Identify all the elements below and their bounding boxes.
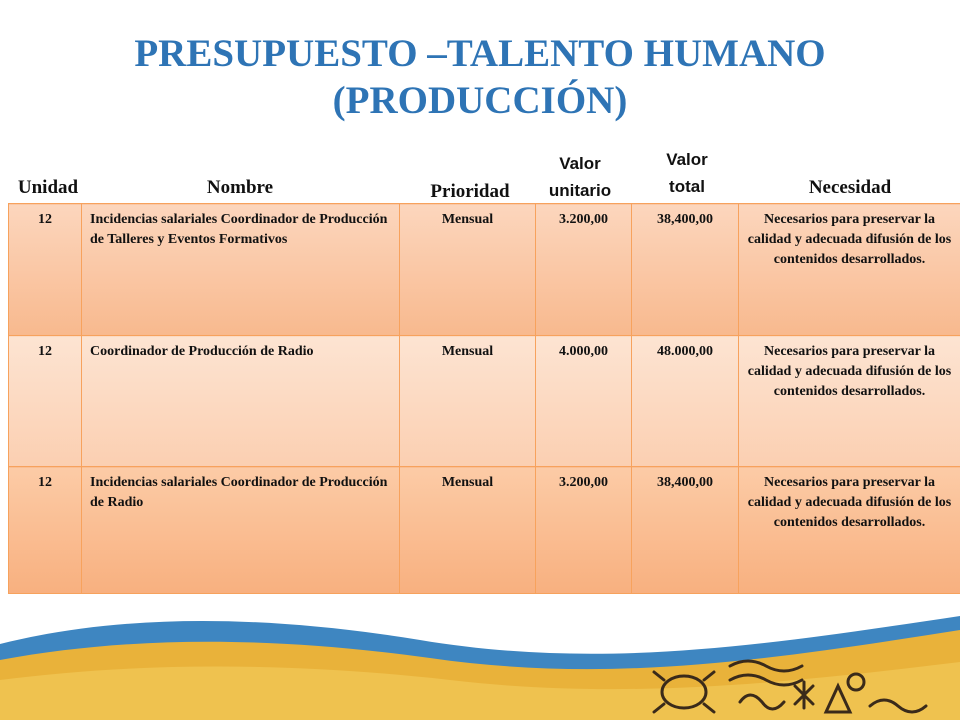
cell-valor-total: 38,400,00 <box>632 204 739 336</box>
cell-unidad: 12 <box>9 467 82 594</box>
header-valor-unitario-line1: Valor <box>559 154 601 173</box>
cell-prioridad: Mensual <box>400 467 536 594</box>
cell-valor-unitario: 4.000,00 <box>536 336 632 467</box>
table-row <box>9 204 960 336</box>
header-nombre: Nombre <box>206 177 274 198</box>
header-valor-total-line1: Valor <box>666 150 708 169</box>
table-row <box>9 467 960 594</box>
cell-unidad: 12 <box>9 336 82 467</box>
header-valor-total <box>637 146 737 200</box>
title-line-2: (PRODUCCIÓN) <box>332 79 628 122</box>
header-valor-total-line2: total <box>669 177 705 196</box>
header-prioridad: Prioridad <box>430 181 510 202</box>
cell-nombre: Incidencias salariales Coordinador de Producción de Radio <box>82 467 400 594</box>
title-line-1: PRESUPUESTO –TALENTO HUMANO <box>134 32 826 75</box>
header-valor-unitario-line2: unitario <box>548 181 612 200</box>
cell-prioridad: Mensual <box>400 336 536 467</box>
cell-valor-unitario: 3.200,00 <box>536 204 632 336</box>
cell-prioridad: Mensual <box>400 204 536 336</box>
cell-necesidad: Necesarios para preservar la calidad y adecuada difusión de los contenidos desarrollados. <box>739 467 960 594</box>
header-unidad: Unidad <box>17 177 79 198</box>
table-row <box>9 336 960 467</box>
header-necesidad: Necesidad <box>808 177 892 198</box>
cell-valor-unitario: 3.200,00 <box>536 467 632 594</box>
cell-valor-total: 38,400,00 <box>632 467 739 594</box>
cell-nombre: Incidencias salariales Coordinador de Producción de Talleres y Eventos Formativos <box>82 204 400 336</box>
budget-table <box>8 203 960 594</box>
header-valor-unitario <box>530 150 630 204</box>
slide-title <box>0 30 960 124</box>
cell-nombre: Coordinador de Producción de Radio <box>82 336 400 467</box>
cell-necesidad: Necesarios para preservar la calidad y adecuada difusión de los contenidos desarrollados. <box>739 336 960 467</box>
decorative-wave-footer <box>0 600 960 720</box>
cell-necesidad: Necesarios para preservar la calidad y adecuada difusión de los contenidos desarrollados. <box>739 204 960 336</box>
cell-unidad: 12 <box>9 204 82 336</box>
cell-valor-total: 48.000,00 <box>632 336 739 467</box>
